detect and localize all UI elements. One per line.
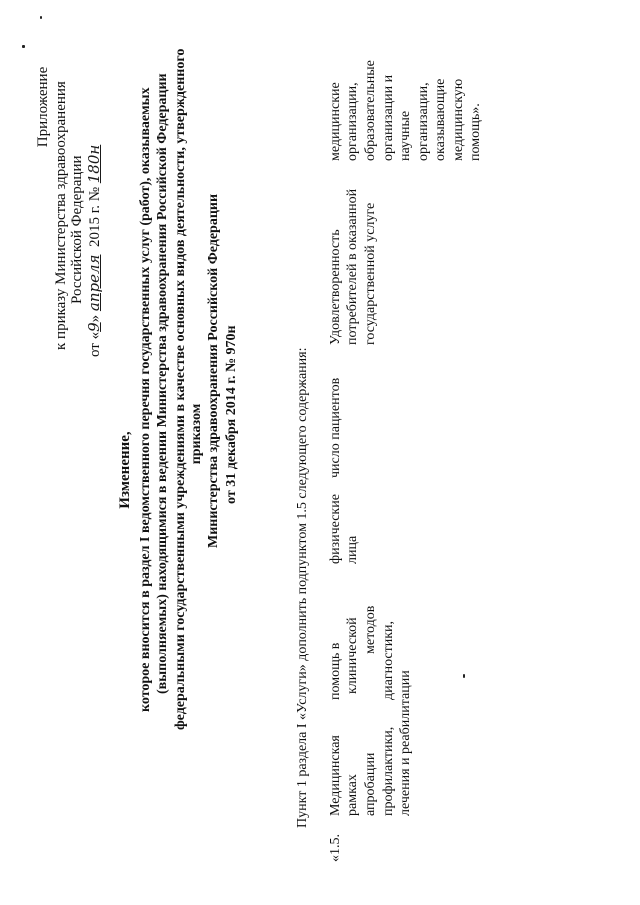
item-providers-line: медицинские — [328, 82, 343, 161]
item-providers-line: оказывающие — [433, 78, 448, 161]
appendix-date-line — [87, 145, 103, 357]
heading-line-2: (выполняемых) находящимися в ведении Министерства здравоохранения Российской Федерации — [155, 73, 170, 694]
date-number: 180н — [85, 144, 103, 184]
item-number: «1.5. — [328, 834, 343, 862]
item-consumers-line: лица — [345, 535, 360, 564]
heading-line-5: Министерства здравоохранения Российской Федерации — [206, 193, 221, 548]
item-quality-line: потребителей в оказанной — [345, 188, 360, 345]
date-month: апреля — [85, 254, 103, 312]
scan-speck — [22, 45, 25, 48]
item-providers-line: организации и — [381, 74, 396, 161]
intro-text: Пункт 1 раздела I «Услуги» дополнить подпунктом 1.5 следующего содержания: — [295, 347, 310, 828]
item-providers-line: организации, — [345, 82, 360, 161]
item-providers-line: медицинскую — [451, 78, 466, 161]
item-quality-line: государственной услуге — [363, 202, 378, 345]
item-name-line: апробации — [363, 752, 378, 816]
date-mid: » — [87, 314, 103, 323]
item-name-line: Медицинская — [328, 735, 343, 816]
item-name-line: рамках — [345, 774, 360, 816]
item-providers-line: образовательные — [363, 60, 378, 161]
heading-line-6: от 31 декабря 2014 г. № 970н — [224, 325, 239, 504]
appendix-federation-line: Российской Федерации — [69, 155, 85, 304]
date-year: 2015 г. № — [87, 186, 103, 248]
heading-line-4: приказом — [189, 403, 204, 465]
item-desc-line: диагностики, — [381, 620, 396, 700]
scan-speck — [40, 16, 42, 19]
item-providers-line: организации, — [416, 82, 431, 161]
heading-line-1: которое вносится в раздел I ведомственного перечня государственных услуг (работ), оказываемых — [138, 87, 153, 712]
scan-speck — [463, 674, 465, 678]
heading-line-3: федеральными государственными учреждениями в качестве основных видов деятельности, утвержденного — [173, 48, 188, 730]
item-name-line: лечения и реабилитации — [398, 670, 413, 816]
item-name-line: профилактики, — [381, 726, 396, 816]
item-consumers-line: физические — [328, 494, 343, 564]
item-volume: число пациентов — [328, 377, 343, 478]
heading-title: Изменение, — [117, 431, 133, 509]
item-providers-line: помощь». — [468, 103, 483, 161]
item-providers-line: научные — [398, 110, 413, 161]
date-day: 9 — [85, 322, 103, 332]
appendix-title: Приложение — [35, 66, 51, 148]
item-desc-line: методов — [363, 605, 378, 654]
appendix-order-line: к приказу Министерства здравоохранения — [53, 81, 69, 350]
item-quality-line: Удовлетворенность — [328, 229, 343, 345]
item-desc-line: клинической — [345, 617, 360, 694]
item-desc-line: помощь в — [328, 642, 343, 700]
date-prefix: от « — [87, 331, 103, 357]
